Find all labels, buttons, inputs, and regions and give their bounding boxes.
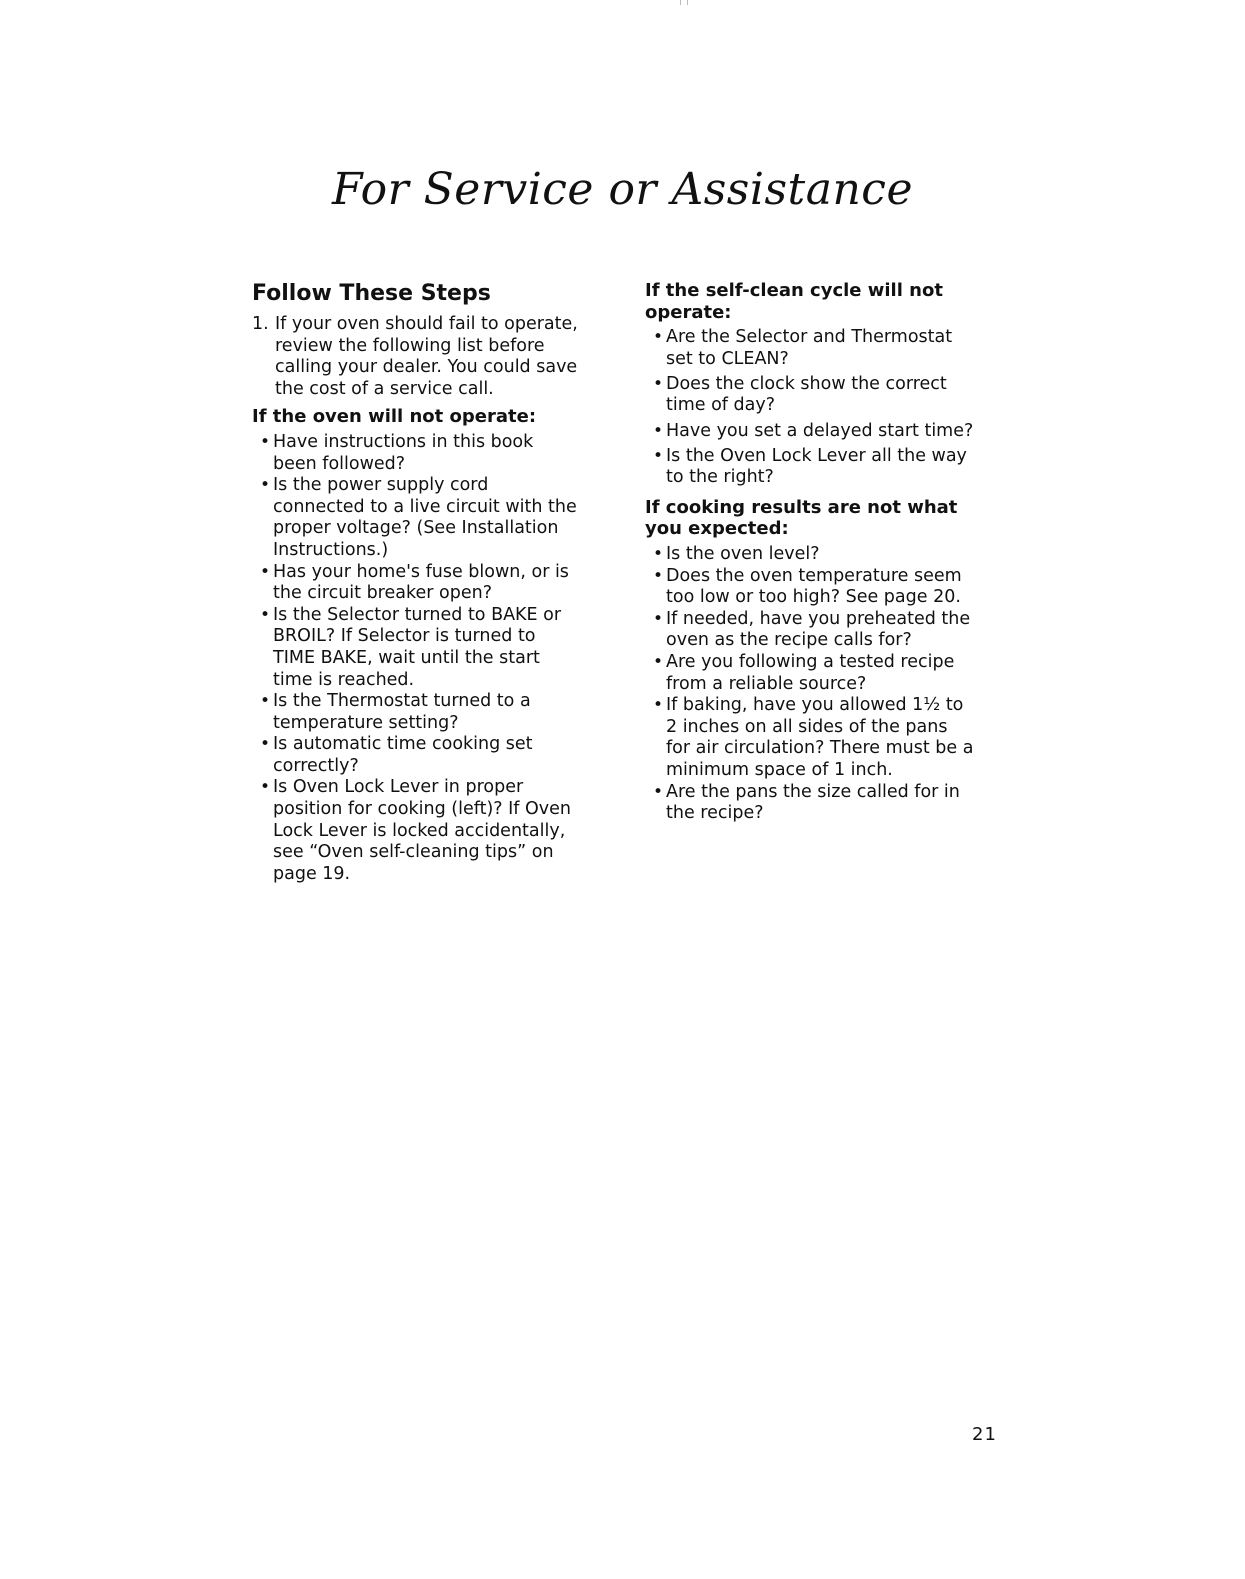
page-number: 21	[972, 1424, 997, 1445]
list-item: • Have instructions in this book been followed?	[260, 431, 534, 474]
bullet-icon: •	[653, 652, 664, 672]
self-clean-list	[645, 327, 975, 489]
bullet-icon: •	[653, 695, 664, 716]
list-item: • If needed, have you preheated the oven as the recipe calls for?	[653, 608, 971, 651]
list-item: • Have you set a delayed start time?	[653, 420, 974, 441]
list-item: • Does the oven temperature seem too low or too high? See page 20.	[653, 565, 962, 608]
list-item: • Are the Selector and Thermostat set to CLEAN?	[653, 327, 953, 369]
bullet-icon: •	[653, 781, 664, 802]
cooking-results-list	[645, 544, 975, 825]
bullet-icon: •	[653, 544, 664, 565]
list-item: • Is the Oven Lock Lever all the way to the right?	[653, 445, 967, 488]
bullet-icon: •	[653, 373, 664, 394]
scan-mark	[680, 0, 688, 5]
list-item: • Has your home's fuse blown, or is the circuit breaker open?	[260, 561, 569, 604]
section-heading: Follow These Steps	[252, 281, 491, 306]
list-item: • Does the clock show the correct time of day?	[653, 373, 947, 416]
bullet-icon: •	[260, 475, 271, 496]
step-1	[252, 314, 582, 400]
bullet-icon: •	[260, 734, 271, 755]
bullet-icon: •	[653, 608, 664, 629]
bullet-icon: •	[260, 561, 271, 582]
bullet-icon: •	[260, 431, 271, 452]
list-item: • If baking, have you allowed 1½ to 2 inches on all sides of the pans for air circulation? There must be a minimum space of 1 inch.	[653, 695, 974, 780]
list-item: • Is the oven level?	[653, 544, 820, 565]
step-number: 1.	[252, 314, 269, 334]
bullet-icon: •	[260, 691, 271, 712]
left-column	[252, 280, 582, 893]
list-item: • Are the pans the size called for in the recipe?	[653, 781, 960, 824]
right-column	[645, 280, 975, 833]
bullet-icon: •	[653, 327, 664, 348]
cooking-results-heading: If cooking results are not what you expected:	[645, 496, 958, 540]
bullet-icon: •	[653, 565, 664, 586]
bullet-icon: •	[260, 604, 271, 625]
step-text: If your oven should fail to operate, review the following list before calling your dealer. You could save the cost of a service call.	[275, 314, 578, 399]
oven-not-operate-list	[252, 432, 582, 885]
list-item: • Are you following a tested recipe from a reliable source?	[653, 652, 955, 694]
self-clean-heading: If the self-clean cycle will not operate:	[645, 280, 943, 323]
list-item: • Is Oven Lock Lever in proper position for cooking (left)? If Oven Lock Lever is locked accidentally, see “Oven self-cleaning tips” on page 19.	[260, 777, 572, 884]
list-item: • Is automatic time cooking set correctly?	[260, 734, 533, 776]
bullet-icon: •	[653, 445, 664, 466]
list-item: • Is the Selector turned to BAKE or BROIL? If Selector is turned to TIME BAKE, wait until the start time is reached.	[260, 604, 562, 690]
list-item: • Is the power supply cord connected to a live circuit with the proper voltage? (See Installation Instructions.)	[260, 475, 577, 560]
list-item: • Is the Thermostat turned to a temperature setting?	[260, 691, 531, 733]
page-title: For Service or Assistance	[332, 164, 913, 215]
bullet-icon: •	[653, 420, 664, 441]
oven-not-operate-heading: If the oven will not operate:	[252, 406, 537, 428]
bullet-icon: •	[260, 777, 271, 798]
